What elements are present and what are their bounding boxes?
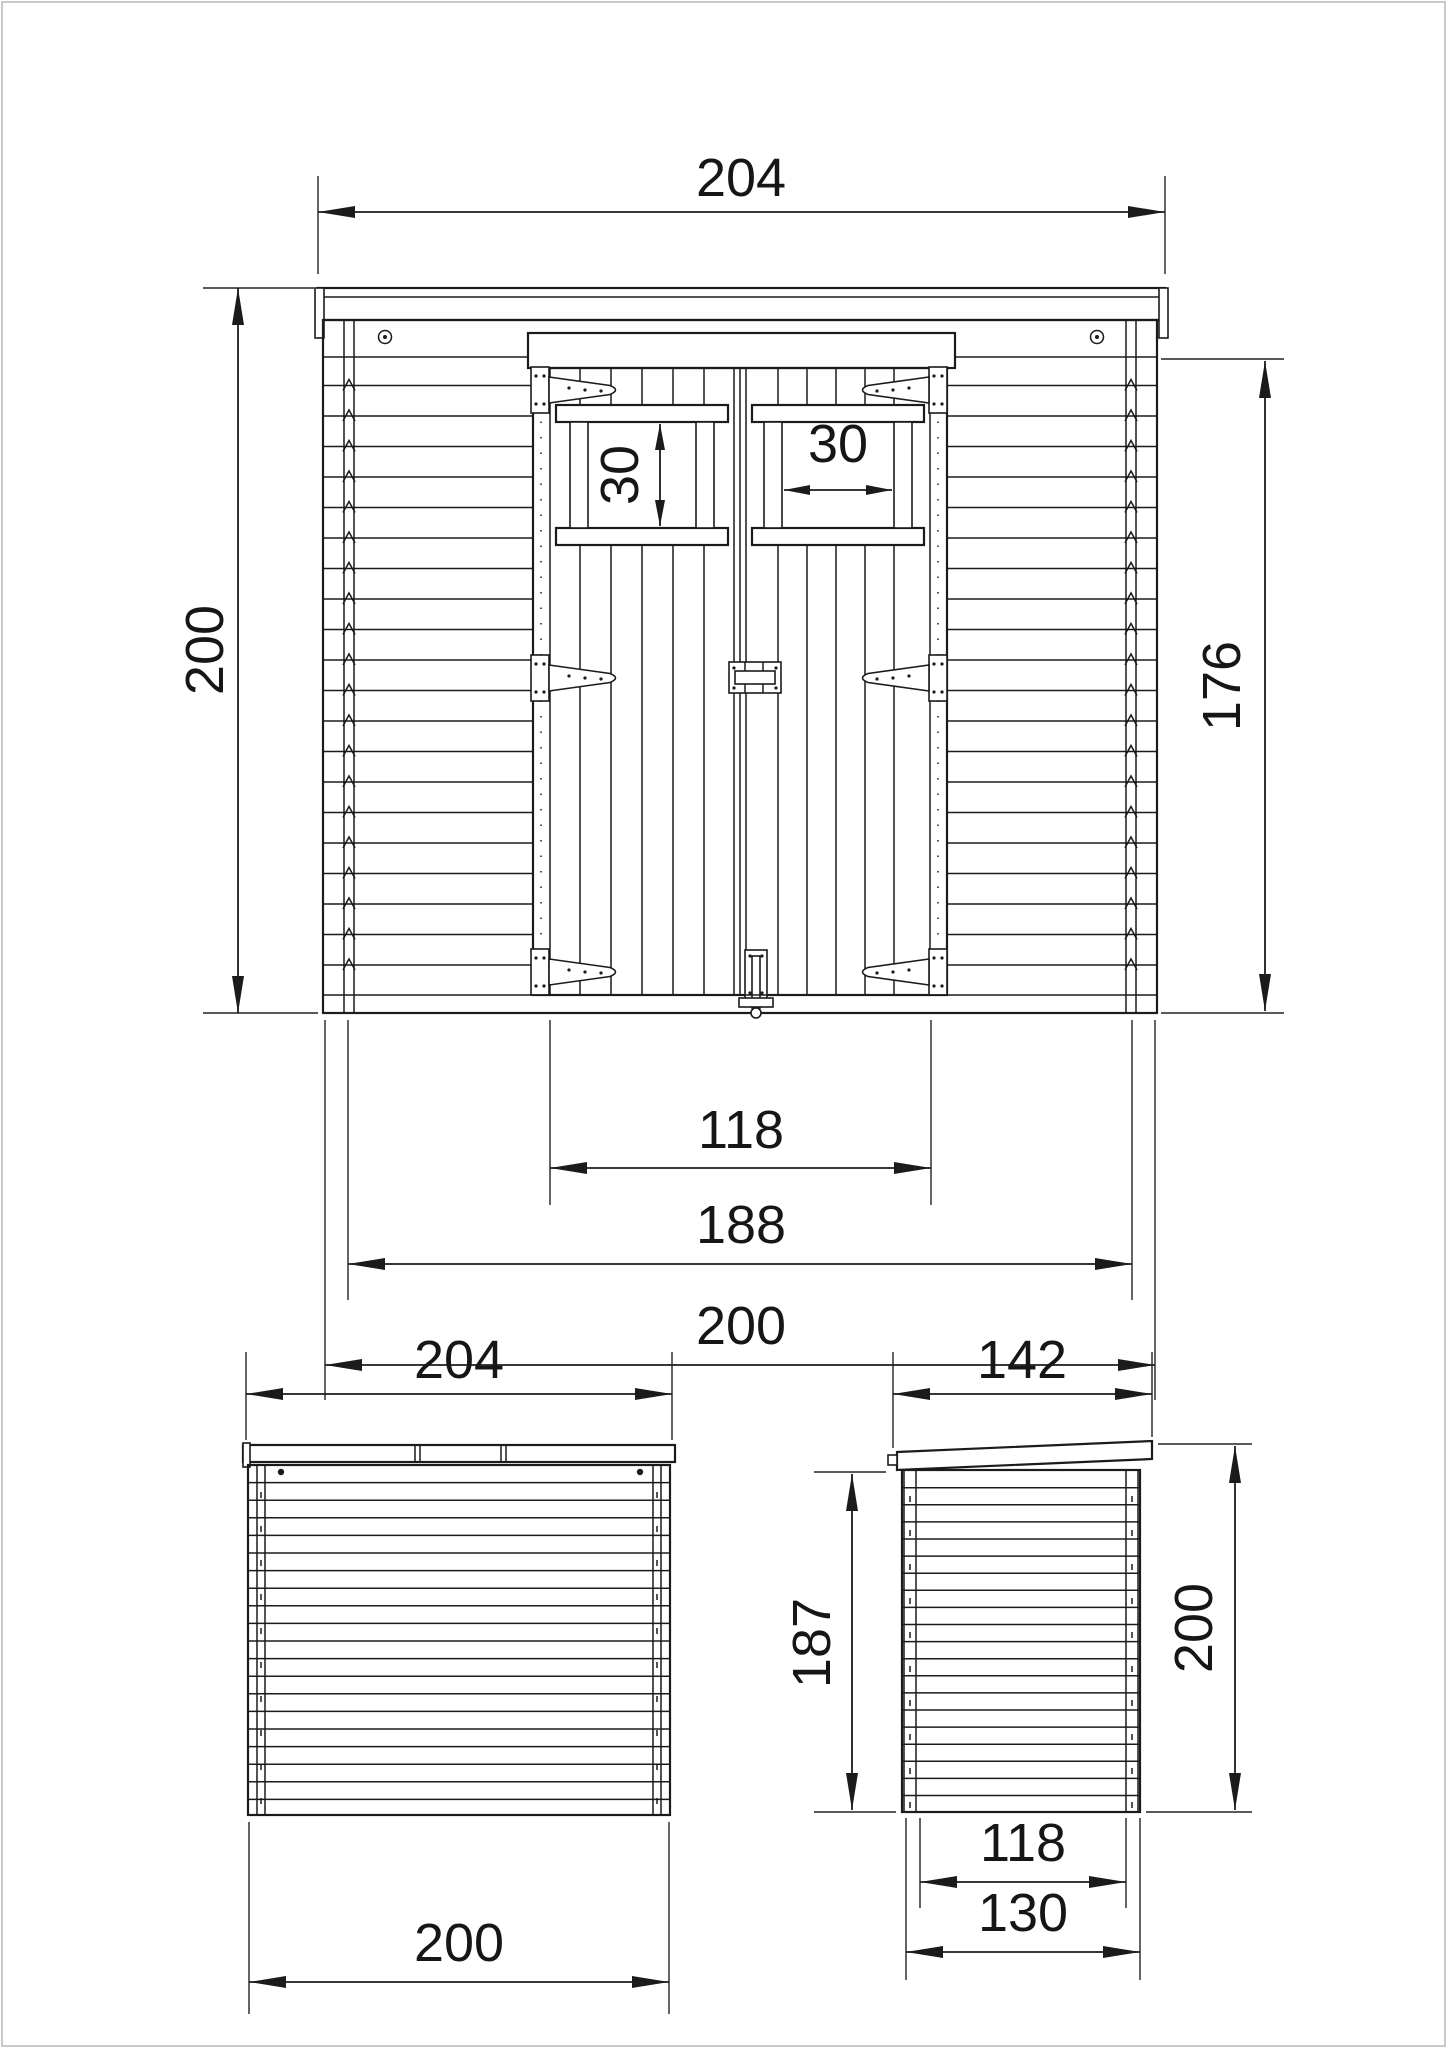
rivet-dot [940,402,943,405]
rivet-dot [534,690,537,693]
hinge-strap [549,377,616,403]
rivet-dot [932,402,935,405]
side-view [782,1330,1252,1980]
rivet-dot [907,386,910,389]
rivet-dot [875,971,878,974]
dim-side-roof-depth: 142 [976,1330,1068,1390]
front-batten-left [344,320,354,1013]
rivet-dot [599,677,602,680]
rivet-dot [940,956,943,959]
rivet-dot [891,970,894,973]
rivet-dot [932,690,935,693]
dim-front-overall-height: 200 [175,604,235,696]
front-batten-right [1126,320,1136,1013]
dim-window-width: 30 [807,414,869,474]
rivet-dot [567,968,570,971]
rivet-dot [542,956,545,959]
rivet-dot [940,984,943,987]
dim-side-inner-depth: 118 [979,1813,1067,1873]
back-planks [248,1483,670,1800]
rivet-dot [940,690,943,693]
rivet-dot [583,388,586,391]
rivet-dot [542,374,545,377]
door-header-board [528,333,955,368]
side-planks [902,1488,1140,1796]
dim-window-height: 30 [590,444,650,506]
rivet-dot [932,956,935,959]
rivet-dot [534,662,537,665]
rivet-dot [542,690,545,693]
hinge-plate [531,949,549,995]
screw-icon [637,1469,643,1475]
front-roof [315,288,1168,338]
back-roof [243,1443,675,1467]
rivet-dot [932,374,935,377]
hinge-plate [929,655,947,701]
back-dimensions [246,1330,672,2014]
dim-side-wall-depth: 130 [977,1883,1069,1943]
dim-front-inner-width: 188 [695,1195,787,1255]
back-view [243,1330,675,2014]
rivet-dot [940,662,943,665]
rivet-dot [542,662,545,665]
rivet-dot [567,674,570,677]
screw-icon [278,1469,284,1475]
rivet-dot [583,676,586,679]
rivet-dot [875,389,878,392]
hinge-strap [863,665,930,691]
rivet-dot [599,389,602,392]
door-drop-bolt [739,950,773,1018]
rivet-dot [891,676,894,679]
hinge-strap [863,959,930,985]
rivet-dot [567,386,570,389]
dim-front-wall-width: 200 [695,1296,787,1356]
hinge-plate [531,367,549,413]
dim-side-overall-height: 200 [1164,1582,1224,1674]
rivet-dot [534,402,537,405]
hinge-strap [549,665,616,691]
hinge-plate [929,367,947,413]
rivet-dot [891,388,894,391]
dim-front-roof-width: 204 [695,148,787,208]
door-latch [729,662,781,693]
dim-side-front-wall-height: 187 [782,1597,842,1689]
rivet-dot [542,402,545,405]
rivet-dot [534,374,537,377]
back-batten-nails [261,1492,657,1804]
rivet-dot [534,956,537,959]
dim-back-wall-width: 200 [413,1913,505,1973]
rivet-dot [534,984,537,987]
hinge-strap [863,377,930,403]
rivet-dot [599,971,602,974]
rivet-dot [932,984,935,987]
rivet-dot [875,677,878,680]
rivet-dot [940,374,943,377]
dim-front-wall-height: 176 [1192,640,1252,732]
dim-back-roof-width: 204 [413,1330,505,1390]
front-view [175,148,1284,1400]
hinge-strap [549,959,616,985]
rivet-dot [907,674,910,677]
rivet-dot [907,968,910,971]
side-roof [888,1441,1152,1470]
hinge-plate [531,655,549,701]
rivet-dot [542,984,545,987]
dim-door-opening-width: 118 [697,1100,785,1160]
rivet-dot [932,662,935,665]
hinge-plate [929,949,947,995]
side-dimensions [782,1330,1252,1980]
rivet-dot [583,970,586,973]
